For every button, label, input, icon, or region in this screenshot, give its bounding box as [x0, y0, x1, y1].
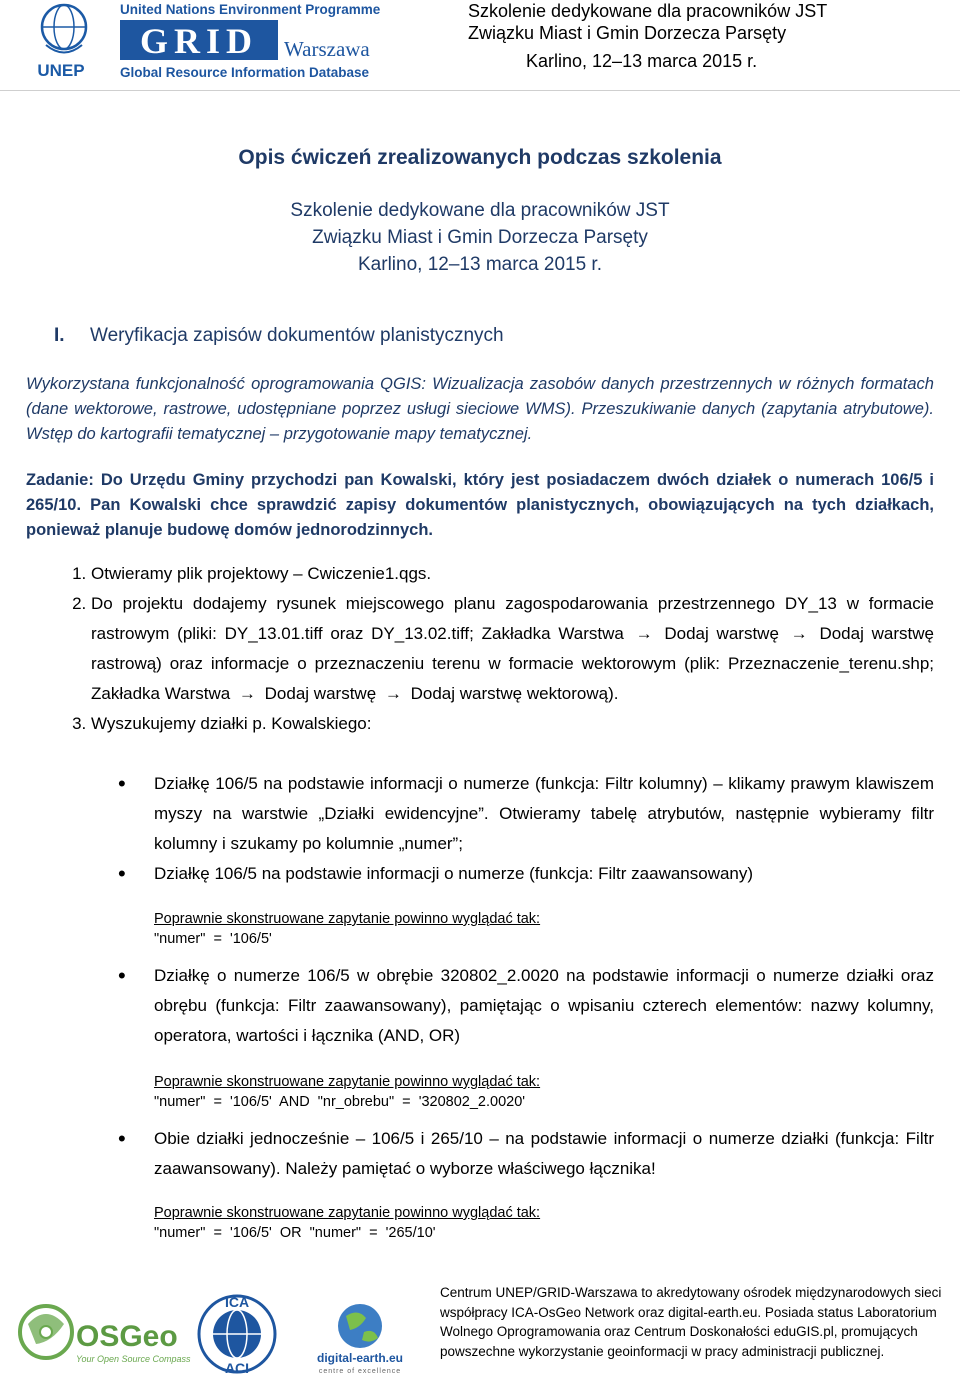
digital-earth-logo: [300, 1300, 420, 1376]
bullet-icon: •: [118, 861, 126, 886]
step-2-text-b: Dodaj warstwę: [664, 624, 779, 643]
grid-city: Warszawa: [284, 37, 370, 61]
step-1-text: Otwieramy plik projektowy – Cwiczenie1.qgs.: [91, 564, 432, 583]
section-title: Weryfikacja zapisów dokumentów planistycznych: [90, 325, 504, 346]
page-title: Opis ćwiczeń zrealizowanych podczas szkolenia: [238, 146, 722, 169]
step-3: [91, 709, 934, 739]
query-hint-2: [154, 1072, 540, 1112]
header-divider: [0, 90, 960, 91]
intro-paragraph: [26, 372, 934, 447]
footer-text: Centrum UNEP/GRID-Warszawa to akredytowany ośrodek międzynarodowych sieci współpracy ICA-OsGeo Network oraz digital-earth.eu. Posiada status Laboratorium Wolnego Oprogramowania oraz Centrum Doskonałości eduGIS.pl, promujących powszechne wykorzystanie geoinformacji w pracy administracji publicznej.: [440, 1285, 942, 1359]
query-label-1: Poprawnie skonstruowane zapytanie powinno wyglądać tak:: [154, 911, 541, 927]
arrow-icon: →: [238, 684, 256, 703]
step-3-text: Wyszukujemy działki p. Kowalskiego:: [91, 714, 372, 733]
bullet-1-text: Działkę 106/5 na podstawie informacji o numerze (funkcja: Filtr kolumny) – klikamy prawym klawiszem myszy na warstwie „Działki ewidencyjne”. Otwieramy tabelę atrybutów, następnie wybieramy filtr kolumny i szukamy po kolumnie „numer”;: [154, 774, 934, 853]
intro-part2: Przeszukiwanie danych (zapytania atrybutowe).: [581, 400, 934, 418]
intro-part3: Wstęp do kartografii tematycznej – przygotowanie mapy tematycznej.: [26, 425, 533, 443]
header-line1: Szkolenie dedykowane dla pracowników JST: [468, 1, 828, 21]
osgeo-name: OSGeo: [76, 1320, 178, 1353]
query-hint-1: [154, 909, 540, 949]
header-training-info: [468, 0, 908, 72]
step-2-text-c: Dodaj warstwę rastrową) oraz informacje o przeznaczeniu terenu w formacie wektorowym (plik: Przeznaczenie_terenu.shp; Zakładka Warstwa: [91, 624, 934, 703]
step-2-text-d: Dodaj warstwę: [264, 684, 377, 703]
bullet-2-text: Działkę 106/5 na podstawie informacji o numerze (funkcja: Filtr zaawansowany): [154, 864, 754, 883]
section-number: I.: [54, 325, 65, 346]
unep-label: UNEP: [37, 61, 85, 80]
task-part1: Zadanie: Do Urzędu Gminy przychodzi pan Kowalski, który jest posiadaczem dwóch działek o numerach 106/5 i 265/10.: [26, 471, 934, 514]
bullet-item-1: [118, 769, 934, 861]
osgeo-tag: Your Open Source Compass: [76, 1354, 191, 1364]
header-line2: Związku Miast i Gmin Dorzecza Parsęty: [468, 23, 787, 43]
grid-word: GRID: [139, 21, 259, 61]
query-code-3: "numer" = '106/5' OR "numer" = '265/10': [154, 1225, 436, 1241]
bullet-icon: •: [118, 771, 126, 796]
ica-logo: [192, 1292, 282, 1376]
subtitle-line1: Szkolenie dedykowane dla pracowników JST: [290, 200, 670, 221]
bullet-item-4: [118, 1124, 934, 1186]
header-line3: Karlino, 12–13 marca 2015 r.: [526, 51, 758, 71]
query-code-1: "numer" = '106/5': [154, 931, 272, 947]
query-label-2: Poprawnie skonstruowane zapytanie powinno wyglądać tak:: [154, 1074, 541, 1090]
query-label-3: Poprawnie skonstruowane zapytanie powinno wyglądać tak:: [154, 1205, 541, 1221]
task-paragraph: [26, 468, 934, 543]
grid-line3: Global Resource Information Database: [120, 65, 370, 80]
osgeo-logo: [14, 1294, 191, 1374]
grid-line1: United Nations Environment Programme: [120, 2, 381, 17]
ica-bottom: ACI: [224, 1360, 250, 1376]
bullet-3-text: Działkę o numerze 106/5 w obrębie 320802_2.0020 na podstawie informacji o numerze działki oraz obrębu (funkcja: Filtr zaawansowany), pamiętając o wpisaniu czterech elementów: nazwy kolumny, operatora, wartości i łącznika (AND, OR): [154, 966, 934, 1045]
digital-earth-tag: centre of excellence: [318, 1368, 402, 1375]
step-2: [91, 589, 934, 709]
bullet-icon: •: [118, 963, 126, 988]
bullet-4-text: Obie działki jednocześnie – 106/5 i 265/10 – na podstawie informacji o numerze działki (funkcja: Filtr zaawansowany). Należy pamiętać o wyborze właściwego łącznika!: [154, 1129, 934, 1178]
steps-list: [26, 559, 934, 739]
query-hint-3: [154, 1203, 540, 1243]
step-2-text-e: Dodaj warstwę wektorową).: [410, 684, 619, 703]
arrow-icon: →: [384, 684, 402, 703]
query-code-2: "numer" = '106/5' AND "nr_obrebu" = '320802_2.0020': [154, 1094, 526, 1110]
intro-part1: Wykorzystana funkcjonalność oprogramowania QGIS: Wizualizacja zasobów danych przestrzennych w różnych formatach (dane wektorowe, rastrowe, udostępniane poprzez usługi sieciowe WMS).: [26, 375, 934, 418]
task-part2: Pan Kowalski chce sprawdzić zapisy dokumentów planistycznych, obowiązujących na tych działkach, ponieważ planuje budowę domów jednorodzinnych.: [26, 496, 934, 539]
unep-logo: [6, 0, 116, 80]
grid-logo: [118, 0, 380, 80]
ica-top: ICA: [224, 1294, 250, 1310]
step-2-text-a: Do projektu dodajemy rysunek miejscowego planu zagospodarowania przestrzennego DY_13 w formacie rastrowym (pliki: DY_13.01.tiff oraz DY_13.02.tiff; Zakładka Warstwa: [91, 594, 934, 643]
bullet-item-2: [118, 859, 934, 891]
subtitle-line3: Karlino, 12–13 marca 2015 r.: [358, 254, 602, 275]
arrow-icon: →: [790, 624, 808, 643]
bullet-item-3: [118, 961, 934, 1053]
arrow-icon: →: [635, 624, 653, 643]
step-1: [91, 559, 934, 589]
digital-earth-name: digital-earth.eu: [316, 1351, 404, 1365]
subtitle-line2: Związku Miast i Gmin Dorzecza Parsęty: [312, 227, 648, 248]
bullet-icon: •: [118, 1126, 126, 1151]
